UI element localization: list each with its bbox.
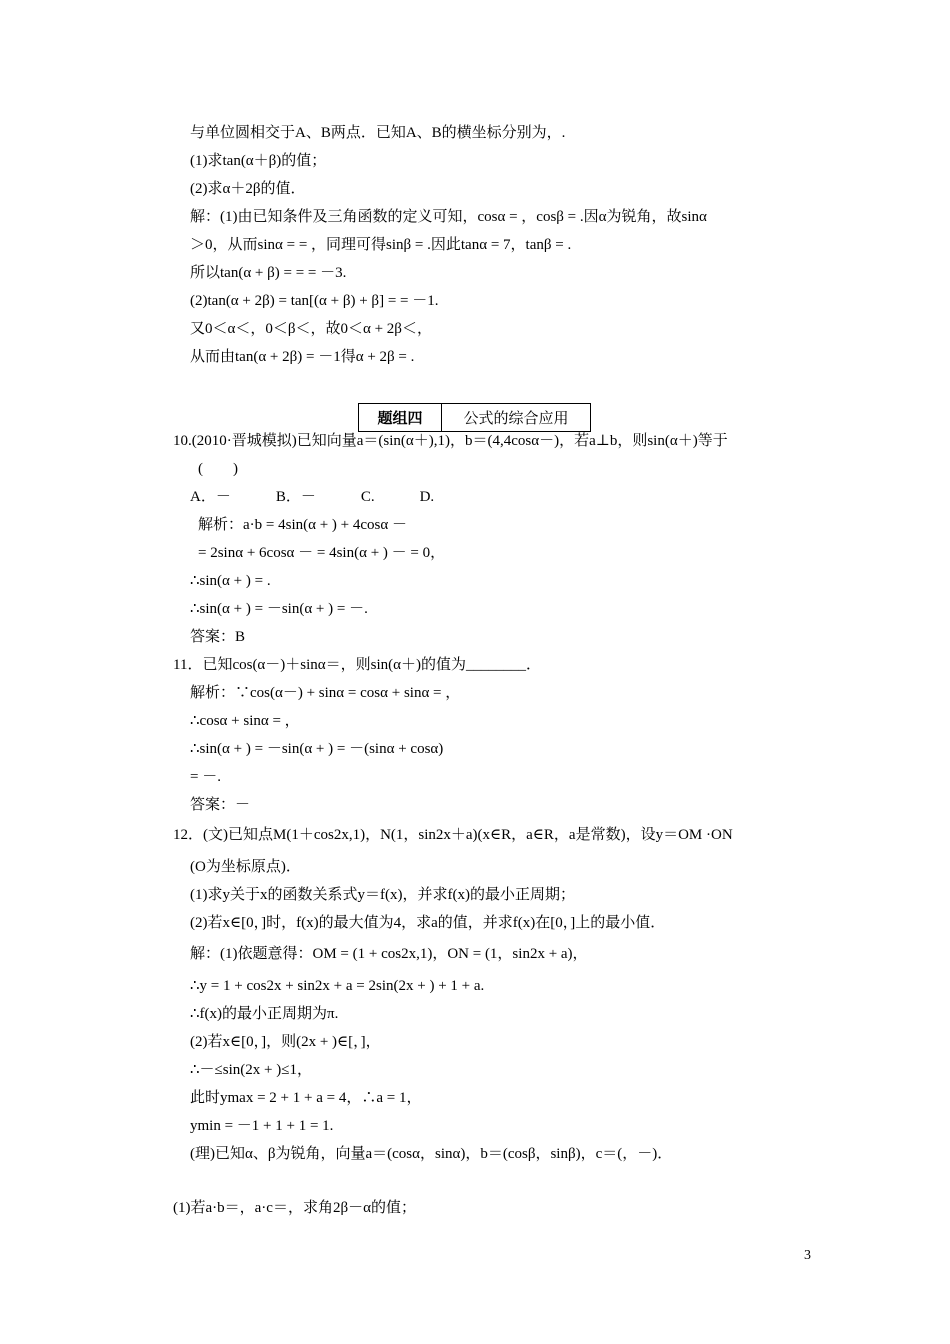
text-line: (O为坐标原点)． (190, 859, 301, 875)
section-header-table (358, 403, 591, 432)
text-line: ∴f(x)的最小正周期为π. (190, 1006, 339, 1022)
text-line: (理)已知α、β为锐角，向量a＝(cosα，sinα)，b＝(cosβ，sinβ)，c＝(，－)． (190, 1146, 673, 1162)
text-line: 答案：－ (190, 797, 251, 813)
text-line: A．－ B．－ C. D. (190, 489, 435, 505)
text-line: (1)若a·b＝，a·c＝，求角2β－α的值； (173, 1200, 416, 1216)
text-line: 又0＜α＜，0＜β＜，故0＜α + 2β＜， (190, 321, 432, 337)
text-line: 与单位圆相交于A、B两点．已知A、B的横坐标分别为，. (190, 125, 566, 141)
text-line: ＞0，从而sinα = = ，同理可得sinβ = .因此tanα = 7，tanβ = . (190, 237, 572, 253)
text-line: (2)求α＋2β的值． (190, 181, 306, 197)
text-line: 11．已知cos(α－)＋sinα＝，则sin(α＋)的值为________． (173, 657, 542, 673)
text-line: ∴cosα + sinα = ， (190, 713, 300, 729)
text-line: ( ) (198, 461, 238, 477)
text-line: ∴y = 1 + cos2x + sin2x + a = 2sin(2x + ) + 1 + a. (190, 978, 485, 994)
text-line: ymin = －1 + 1 + 1 = 1. (190, 1118, 334, 1134)
text-line: 解：(1)依题意得：OM = (1 + cos2x,1)，ON = (1，sin2x + a)， (190, 946, 588, 962)
text-line: ∴sin(α + ) = . (190, 573, 271, 589)
text-line: 从而由tan(α + 2β) = －1得α + 2β = . (190, 349, 415, 365)
text-line: ∴sin(α + ) = －sin(α + ) = －(sinα + cosα) (190, 741, 444, 757)
text-line: (1)求tan(α＋β)的值； (190, 153, 327, 169)
text-line: 12．(文)已知点M(1＋cos2x,1)，N(1，sin2x＋a)(x∈R，a∈R，a是常数)，设y＝OM ·ON (173, 827, 733, 843)
text-line: 此时ymax = 2 + 1 + a = 4，∴a = 1， (190, 1090, 422, 1106)
text-line: (2)tan(α + 2β) = tan[(α + β) + β] = = －1. (190, 293, 439, 309)
text-line: 所以tan(α + β) = = = －3. (190, 265, 347, 281)
text-line: 解：(1)由已知条件及三角函数的定义可知，cosα = ，cosβ = .因α为锐角，故sinα (190, 209, 707, 225)
text-line: ∴－≤sin(2x + )≤1， (190, 1062, 312, 1078)
text-line: (2)若x∈[0，]，则(2x + )∈[，]， (190, 1034, 381, 1050)
text-line: = －. (190, 769, 221, 785)
section-label: 题组四 (359, 404, 442, 431)
text-line: ∴sin(α + ) = －sin(α + ) = －. (190, 601, 368, 617)
page-number: 3 (804, 1248, 811, 1263)
text-line: 解析：a·b = 4sin(α + ) + 4cosα － (198, 517, 407, 533)
text-line: = 2sinα + 6cosα － = 4sin(α + ) － = 0， (198, 545, 446, 561)
text-line: 10.(2010·晋城模拟)已知向量a＝(sin(α＋),1)，b＝(4,4cosα－)，若a⊥b，则sin(α＋)等于 (173, 433, 728, 449)
text-line: (1)求y关于x的函数关系式y＝f(x)，并求f(x)的最小正周期； (190, 887, 575, 903)
text-line: 解析：∵cos(α－) + sinα = cosα + sinα = ， (190, 685, 461, 701)
text-line: 答案：B (190, 629, 246, 645)
text-line: (2)若x∈[0，]时，f(x)的最大值为4，求a的值，并求f(x)在[0，]上的最小值． (190, 915, 666, 931)
section-title: 公式的综合应用 (463, 411, 569, 427)
